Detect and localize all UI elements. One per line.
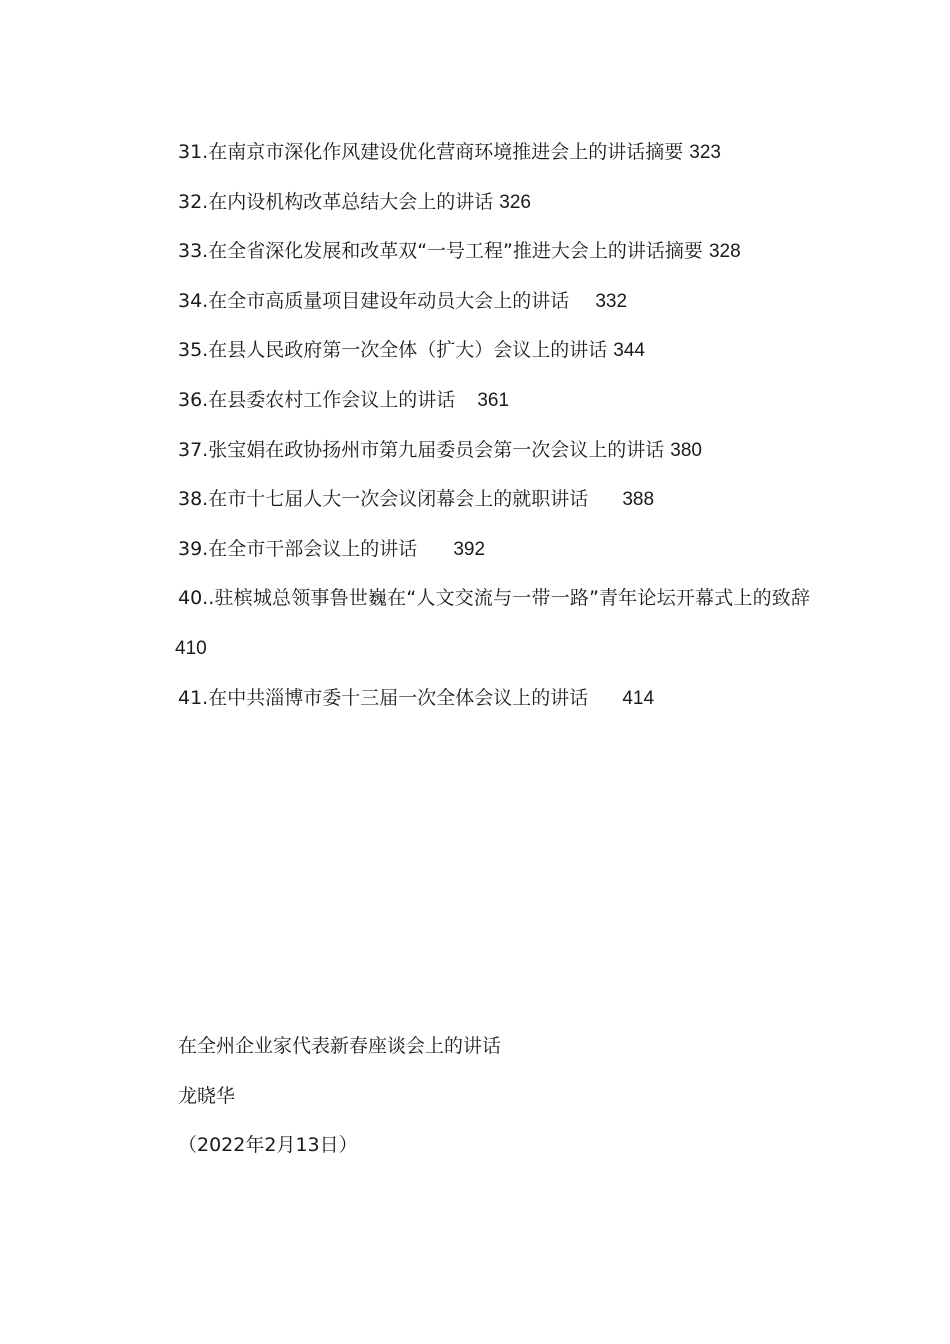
- toc-entry-32[interactable]: [145, 178, 810, 228]
- toc-entry-page: 332: [595, 290, 628, 312]
- article-header: [145, 1022, 810, 1171]
- toc-entry-title: 31.在南京市深化作风建设优化营商环境推进会上的讲话摘要: [178, 141, 684, 163]
- table-of-contents: [145, 128, 810, 723]
- toc-entry-title: 39.在全市干部会议上的讲话: [178, 537, 418, 560]
- toc-entry-31[interactable]: [145, 128, 810, 178]
- toc-entry-title: 34.在全市高质量项目建设年动员大会上的讲话: [178, 289, 570, 312]
- article-author: 龙晓华: [178, 1084, 236, 1107]
- toc-entry-34[interactable]: [145, 277, 810, 327]
- toc-entry-37[interactable]: [145, 426, 810, 476]
- article-title: 在全州企业家代表新春座谈会上的讲话: [178, 1035, 502, 1057]
- toc-entry-page: 361: [477, 389, 510, 411]
- toc-entry-title: 32.在内设机构改革总结大会上的讲话: [178, 190, 494, 213]
- toc-entry-page: 388: [622, 489, 655, 511]
- toc-entry-title: 40..驻槟城总领事鲁世巍在“人文交流与一带一路”青年论坛开幕式上的致辞: [178, 587, 810, 610]
- toc-entry-title: 41.在中共淄博市委十三届一次全体会议上的讲话: [178, 686, 589, 709]
- toc-entry-page: 344: [613, 340, 645, 362]
- toc-entry-page: 414: [622, 687, 655, 709]
- toc-entry-41[interactable]: [145, 674, 810, 724]
- toc-entry-title: 36.在县委农村工作会议上的讲话: [178, 388, 456, 411]
- toc-entry-33[interactable]: [145, 227, 810, 277]
- toc-entry-page: 323: [689, 142, 721, 163]
- toc-entry-title: 33.在全省深化发展和改革双“一号工程”推进大会上的讲话摘要: [178, 240, 703, 263]
- toc-entry-title: 35.在县人民政府第一次全体（扩大）会议上的讲话: [178, 339, 608, 362]
- toc-entry-39[interactable]: [145, 525, 810, 575]
- toc-entry-title: 37.张宝娟在政协扬州市第九届委员会第一次会议上的讲话: [178, 438, 665, 461]
- toc-entry-page: 392: [453, 538, 486, 560]
- toc-entry-page: 410: [175, 637, 207, 659]
- toc-entry-page: 328: [708, 241, 741, 263]
- toc-entry-page: 326: [499, 191, 531, 213]
- toc-entry-36[interactable]: [145, 376, 810, 426]
- toc-entry-38[interactable]: [145, 475, 810, 525]
- toc-entry-40[interactable]: [145, 574, 810, 673]
- toc-entry-35[interactable]: [145, 326, 810, 376]
- toc-entry-title: 38.在市十七届人大一次会议闭幕会上的就职讲话: [178, 488, 589, 511]
- toc-entry-page: 380: [670, 439, 702, 461]
- article-date: （2022年2月13日）: [178, 1134, 358, 1157]
